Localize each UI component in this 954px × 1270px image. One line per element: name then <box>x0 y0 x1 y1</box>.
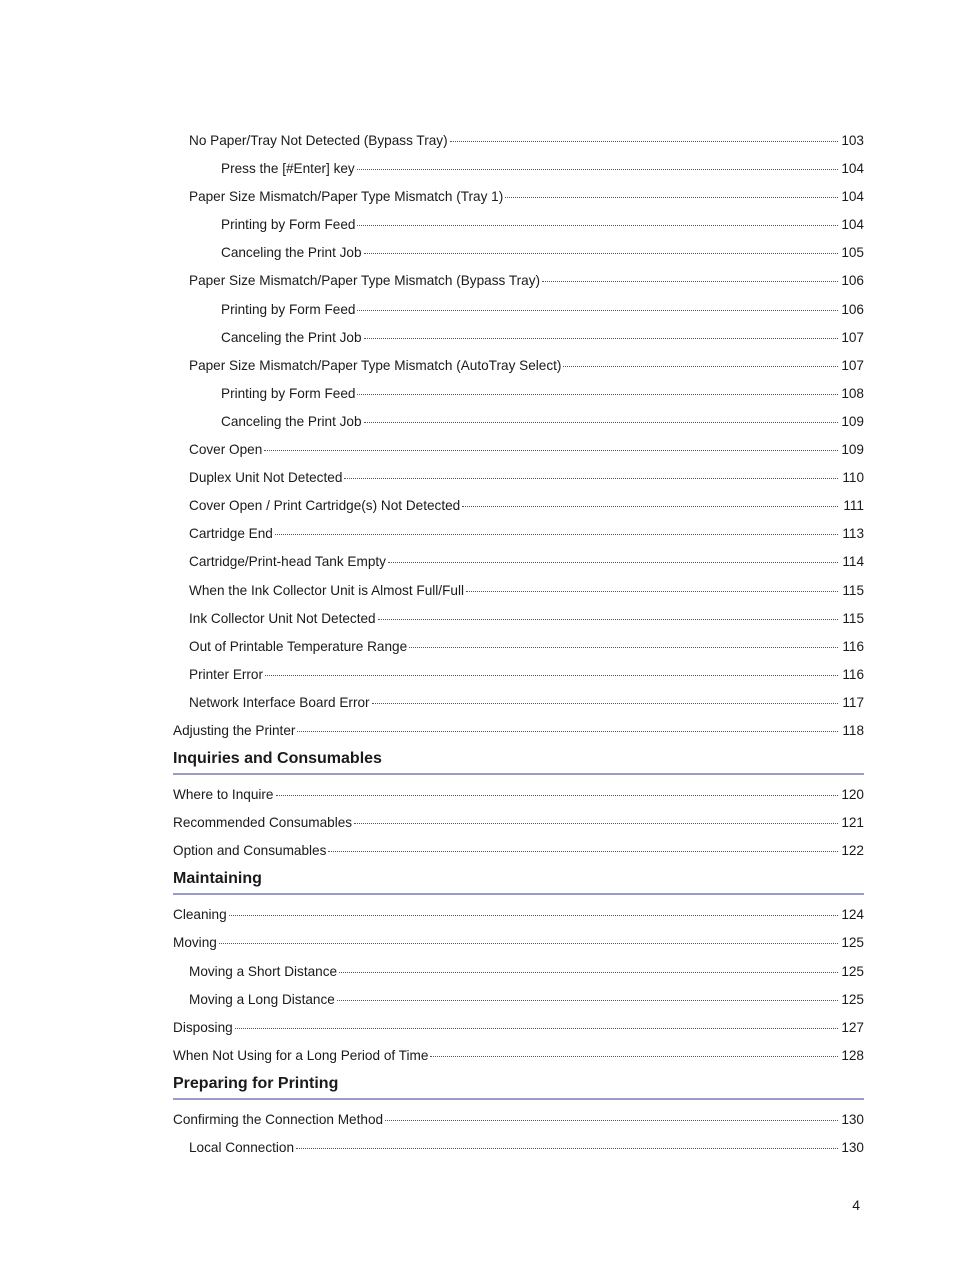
toc-entry[interactable] <box>173 324 864 352</box>
toc-entry-title: Printing by Form Feed <box>221 301 356 317</box>
toc-entry-title: Moving a Long Distance <box>189 991 335 1007</box>
toc-entry[interactable] <box>173 661 864 689</box>
toc-entry-page: 120 <box>841 787 864 803</box>
toc-entry-page: 121 <box>841 815 864 831</box>
toc-entry-page: 106 <box>841 273 864 289</box>
toc-entry-page: 118 <box>842 722 864 738</box>
toc-entry-title: Duplex Unit Not Detected <box>189 470 343 486</box>
toc-entry[interactable] <box>173 239 864 267</box>
dot-leader <box>462 506 838 507</box>
dot-leader <box>337 1000 838 1001</box>
toc-entry[interactable] <box>173 296 864 324</box>
toc-entry-page: 122 <box>841 843 864 859</box>
toc-entry-page: 125 <box>841 991 864 1007</box>
toc-entry[interactable] <box>173 929 864 957</box>
dot-leader <box>357 394 838 395</box>
toc-entry-page: 108 <box>841 385 864 401</box>
toc-entry-page: 107 <box>841 329 864 345</box>
dot-leader <box>357 225 838 226</box>
toc-entry-title: Moving a Short Distance <box>189 963 338 979</box>
toc-entry-page: 104 <box>841 217 864 233</box>
page-number: 4 <box>852 1197 860 1213</box>
toc-entry-title: Disposing <box>173 1019 233 1035</box>
toc-entry[interactable] <box>173 717 864 745</box>
dot-leader <box>276 795 839 796</box>
toc-entry-page: 130 <box>841 1140 864 1155</box>
dot-leader <box>505 197 838 198</box>
toc-entry-title: Option and Consumables <box>173 843 327 859</box>
toc-entry-title: No Paper/Tray Not Detected (Bypass Tray) <box>189 133 448 148</box>
toc-entry-page: 125 <box>841 935 864 951</box>
dot-leader <box>430 1056 838 1057</box>
toc-entry-title: Confirming the Connection Method <box>173 1111 384 1127</box>
toc-entry[interactable] <box>173 1106 864 1134</box>
toc-entry-page: 104 <box>841 189 864 205</box>
dot-leader <box>466 591 838 592</box>
toc-entry[interactable] <box>173 986 864 1014</box>
toc-entry-title: Canceling the Print Job <box>221 329 362 345</box>
toc-entry-title: Paper Size Mismatch/Paper Type Mismatch (Bypass Tray) <box>189 273 541 289</box>
toc-entry[interactable] <box>173 492 864 520</box>
toc-entry-title: Printer Error <box>189 666 264 682</box>
dot-leader <box>450 141 838 142</box>
toc-entry[interactable] <box>173 127 864 155</box>
toc-entry-page: 113 <box>842 526 864 542</box>
toc-entry[interactable] <box>173 520 864 548</box>
toc-entry[interactable] <box>173 901 864 929</box>
section-heading: Maintaining <box>173 865 864 895</box>
toc-entry-title: Adjusting the Printer <box>173 722 296 738</box>
dot-leader <box>364 338 838 339</box>
dot-leader <box>542 281 838 282</box>
section-heading: Inquiries and Consumables <box>173 745 864 775</box>
toc-entry-title: Out of Printable Temperature Range <box>189 638 408 654</box>
toc-entry-title: Cover Open <box>189 442 263 458</box>
dot-leader <box>364 253 838 254</box>
toc-entry[interactable] <box>173 1134 864 1162</box>
dot-leader <box>409 647 838 648</box>
toc-entry[interactable] <box>173 689 864 717</box>
dot-leader <box>339 972 838 973</box>
toc-entry[interactable] <box>173 352 864 380</box>
toc-entry-title: Press the [#Enter] key <box>221 161 355 177</box>
toc-entry[interactable] <box>173 1042 864 1070</box>
toc-entry[interactable] <box>173 267 864 295</box>
toc-entry[interactable] <box>173 183 864 211</box>
toc-entry-page: 124 <box>841 907 864 923</box>
toc-entry-page: 116 <box>842 666 864 682</box>
toc-entry-title: Paper Size Mismatch/Paper Type Mismatch (Tray 1) <box>189 189 504 205</box>
dot-leader <box>297 731 838 732</box>
dot-leader <box>328 851 838 852</box>
toc-entry-title: Where to Inquire <box>173 787 274 803</box>
toc-entry[interactable] <box>173 408 864 436</box>
dot-leader <box>357 310 838 311</box>
toc-entry-page: 114 <box>842 554 864 570</box>
toc-entry[interactable] <box>173 464 864 492</box>
dot-leader <box>378 619 838 620</box>
toc-entry-title: Paper Size Mismatch/Paper Type Mismatch (AutoTray Select) <box>189 357 562 373</box>
toc-entry[interactable] <box>173 548 864 576</box>
toc-entry-title: Cartridge/Print-head Tank Empty <box>189 554 386 570</box>
toc-entry-title: Cartridge End <box>189 526 273 542</box>
dot-leader <box>265 675 838 676</box>
dot-leader <box>275 534 838 535</box>
toc-entry-page: 128 <box>841 1047 864 1063</box>
dot-leader <box>229 915 838 916</box>
toc-entry[interactable] <box>173 809 864 837</box>
dot-leader <box>385 1120 838 1121</box>
toc-entry-page: 125 <box>841 963 864 979</box>
toc-entry[interactable] <box>173 781 864 809</box>
toc-entry[interactable] <box>173 837 864 865</box>
toc-entry-page: 103 <box>841 133 864 148</box>
dot-leader <box>219 943 838 944</box>
dot-leader <box>235 1028 838 1029</box>
toc-entry[interactable] <box>173 436 864 464</box>
toc-entry-title: When the Ink Collector Unit is Almost Full/Full <box>189 582 464 598</box>
toc-entry-page: 107 <box>841 357 864 373</box>
toc-entry-page: 116 <box>842 638 864 654</box>
dot-leader <box>563 366 838 367</box>
toc-entry-title: Canceling the Print Job <box>221 245 362 261</box>
dot-leader <box>372 703 838 704</box>
toc-entry-title: Printing by Form Feed <box>221 385 356 401</box>
toc-entry-title: Moving <box>173 935 217 951</box>
dot-leader <box>388 562 838 563</box>
toc-entry[interactable] <box>173 211 864 239</box>
section-heading: Preparing for Printing <box>173 1070 864 1100</box>
toc-entry-page: 127 <box>841 1019 864 1035</box>
toc-entry-page: 115 <box>842 610 864 626</box>
toc-entry-page: 111 <box>843 498 864 514</box>
toc-entry-page: 104 <box>841 161 864 177</box>
toc-entry[interactable] <box>173 605 864 633</box>
toc-entry[interactable] <box>173 380 864 408</box>
dot-leader <box>296 1148 838 1149</box>
dot-leader <box>264 450 838 451</box>
dot-leader <box>344 478 838 479</box>
toc-entry-page: 117 <box>842 694 864 710</box>
toc-entry-title: Ink Collector Unit Not Detected <box>189 610 376 626</box>
toc-entry-title: Recommended Consumables <box>173 815 353 831</box>
toc-entry-title: Cleaning <box>173 907 227 923</box>
toc-entry-page: 110 <box>842 470 864 486</box>
dot-leader <box>354 823 838 824</box>
toc-entry-page: 105 <box>841 245 864 261</box>
toc-entry[interactable] <box>173 577 864 605</box>
toc-entry[interactable] <box>173 1014 864 1042</box>
toc-entry-title: When Not Using for a Long Period of Time <box>173 1047 429 1063</box>
toc-entry-page: 109 <box>841 413 864 429</box>
toc-entry-page: 109 <box>841 442 864 458</box>
dot-leader <box>364 422 838 423</box>
dot-leader <box>357 169 838 170</box>
toc-entry-title: Printing by Form Feed <box>221 217 356 233</box>
toc-entry-title: Canceling the Print Job <box>221 413 362 429</box>
toc-entry[interactable] <box>173 633 864 661</box>
toc-entry-page: 115 <box>842 582 864 598</box>
toc-entry-title: Local Connection <box>189 1140 295 1155</box>
toc-entry-page: 106 <box>841 301 864 317</box>
toc-entry[interactable] <box>173 155 864 183</box>
toc-entry[interactable] <box>173 958 864 986</box>
table-of-contents <box>173 127 864 1162</box>
toc-entry-page: 130 <box>841 1111 864 1127</box>
toc-entry-title: Cover Open / Print Cartridge(s) Not Detected <box>189 498 461 514</box>
toc-entry-title: Network Interface Board Error <box>189 694 370 710</box>
